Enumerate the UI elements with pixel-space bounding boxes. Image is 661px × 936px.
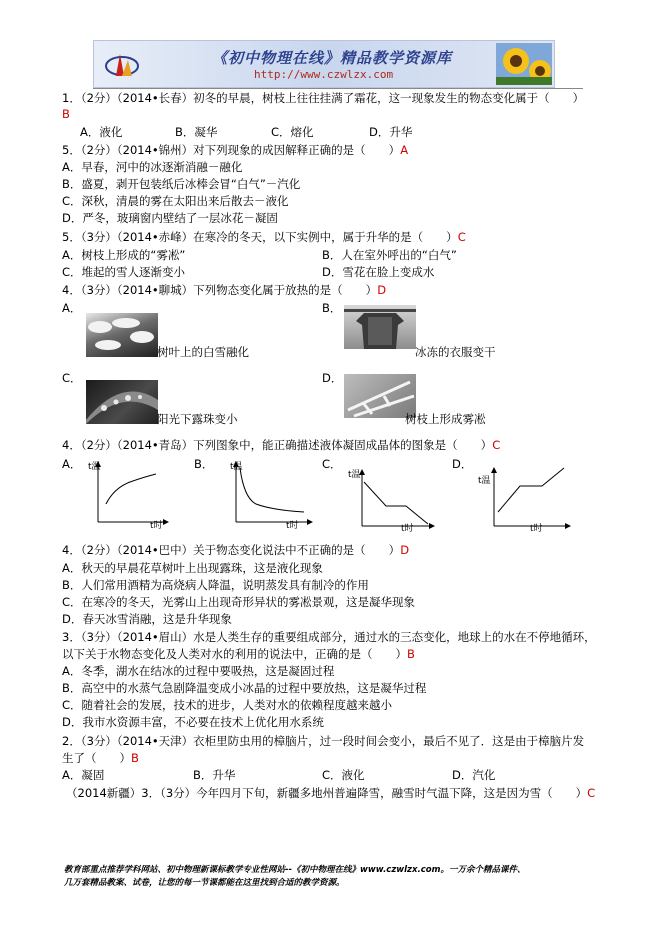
q1-option-c: C．熔化: [271, 125, 314, 139]
q1-stem: 1．（2分）（2014•长春）初冬的早晨，树枝上往往挂满了霜花，这一现象发生的物态变化属于（ ）: [62, 91, 585, 105]
q4-photo-frozen-clothes: [344, 305, 416, 349]
q5-b-axis-temp: t温: [230, 462, 243, 472]
q7-option-d: D．我市水资源丰富，不必要在技术上优化用水系统: [62, 715, 324, 729]
q7-answer: B: [407, 647, 415, 661]
q4-answer: D: [377, 283, 387, 297]
q5-d-axis-time: t时: [530, 524, 543, 534]
q7-option-a: A．冬季，湖水在结冰的过程中要吸热，这是凝固过程: [62, 664, 335, 678]
q6-stem: 4．（2分）（2014•巴中）关于物态变化说法中不正确的是（ ）D: [62, 543, 410, 557]
q2-option-c: C．深秋，清晨的雾在太阳出来后散去－液化: [62, 194, 289, 208]
q4-label-d: D．: [322, 371, 343, 385]
q5-label-d: D．: [452, 457, 473, 471]
banner-url[interactable]: http://www.czwlzx.com: [254, 68, 394, 81]
q3-option-b: B．人在室外呼出的“白气”: [322, 248, 457, 262]
q8-option-b: B．升华: [193, 768, 236, 782]
q5-b-axis-time: t时: [286, 521, 299, 531]
q5-stem: 4．（2分）（2014•青岛）下列图象中，能正确描述液体凝固成晶体的图象是（ ）C: [62, 438, 501, 452]
banner-title: 《初中物理在线》精品教学资源库: [212, 49, 453, 67]
q3-option-d: D．雪花在脸上变成水: [322, 265, 435, 279]
q5-label-a: A．: [62, 457, 82, 471]
q5-d-axis-temp: t温: [478, 476, 491, 486]
q8-stem-line2: 生了（ ）B: [62, 751, 139, 765]
q5-label-b: B．: [194, 457, 214, 471]
q7-stem-line2: 以下关于水物态变化及人类对水的利用的说法中，正确的是（ ）B: [62, 647, 415, 661]
q5-answer: C: [492, 438, 501, 452]
q3-stem: 5．（3分）（2014•赤峰）在寒冷的冬天，以下实例中，属于升华的是（ ）C: [62, 230, 466, 244]
q6-option-c: C．在寒冷的冬天，光雾山上出现奇形异状的雾凇景观，这是凝华现象: [62, 595, 416, 609]
q6-option-b: B．人们常用酒精为高烧病人降温，说明蒸发具有制冷的作用: [62, 578, 369, 592]
q4-photo-dew-drops: [86, 380, 158, 424]
q5-c-axis-time: t时: [401, 524, 414, 534]
header-divider: [93, 88, 583, 89]
footer-line-1: 教育部重点推荐学科网站、初中物理新课标教学专业性网站--《初中物理在线》www.czwlzx.com。一万余个精品课件、: [64, 865, 526, 875]
q5-graph-c: [352, 466, 438, 534]
q1-answer: B: [62, 107, 70, 121]
q4-caption-d: 树枝上形成雾凇: [405, 412, 486, 426]
q7-stem-line1: 3．（3分）（2014•眉山）水是人类生存的重要组成部分，通过水的三态变化，地球上的水在不停地循环，: [62, 630, 596, 644]
q4-caption-c: 阳光下露珠变小: [157, 412, 238, 426]
q2-option-a: A．早春，河中的冰逐渐消融－融化: [62, 160, 243, 174]
q2-option-d: D．严冬，玻璃窗内壁结了一层冰花－凝固: [62, 211, 278, 225]
q6-option-d: D．春天冰雪消融，这是升华现象: [62, 612, 232, 626]
q5-label-c: C．: [322, 457, 342, 471]
q7-option-c: C．随着社会的发展，技术的进步，人类对水的依赖程度越来越小: [62, 698, 393, 712]
q5-graph-d: [484, 464, 574, 534]
q6-answer: D: [400, 543, 410, 557]
header-banner: [93, 40, 555, 88]
q5-a-axis-time: t时: [150, 521, 163, 531]
q5-c-axis-temp: t温: [348, 470, 361, 480]
q2-stem: 5．（2分）（2014•锦州）对下列现象的成因解释正确的是（ ）A: [62, 143, 409, 157]
q8-option-c: C．液化: [322, 768, 365, 782]
q4-caption-b: 冰冻的衣服变干: [415, 345, 496, 359]
q7-option-b: B．高空中的水蒸气急剧降温变成小冰晶的过程中要放热，这是凝华过程: [62, 681, 427, 695]
q5-a-axis-temp: t温: [88, 462, 101, 472]
q8-stem-line1: 2．（3分）（2014•天津）衣柜里防虫用的樟脑片，过一段时间会变小，最后不见了．这是由于樟脑片发: [62, 734, 585, 748]
q3-option-c: C．堆起的雪人逐渐变小: [62, 265, 186, 279]
q4-photo-snow-leaves: [86, 313, 158, 357]
q8-answer: B: [131, 751, 139, 765]
q6-option-a: A．秋天的早晨花草树叶上出现露珠，这是液化现象: [62, 561, 323, 575]
site-logo-icon: [104, 46, 140, 82]
q8-option-a: A．凝固: [62, 768, 105, 782]
q2-option-b: B．盛夏，剥开包装纸后冰棒会冒“白气”－汽化: [62, 177, 301, 191]
q4-label-b: B．: [322, 301, 342, 315]
q3-option-a: A．树枝上形成的“雾凇”: [62, 248, 186, 262]
footer-line-2: 几万套精品教案、试卷，让您的每一节课都能在这里找到合适的教学资源。: [64, 878, 345, 888]
q4-stem: 4．（3分）（2014•聊城）下列物态变化属于放热的是（ ）D: [62, 283, 387, 297]
q9-stem: （2014新疆）3．（3分）今年四月下旬，新疆多地州普遍降雪，融雪时气温下降，这是因为雪（ ）C: [66, 786, 596, 800]
q1-option-a: A．液化: [80, 125, 123, 139]
q8-option-d: D．汽化: [452, 768, 496, 782]
q9-answer: C: [587, 786, 596, 800]
q4-label-a: A．: [62, 301, 82, 315]
q4-caption-a: 树叶上的白雪融化: [157, 345, 249, 359]
q4-label-c: C．: [62, 371, 82, 385]
q1-option-b: B．凝华: [175, 125, 218, 139]
q1-option-d: D．升华: [369, 125, 413, 139]
q2-answer: A: [400, 143, 409, 157]
sunflower-icon: [496, 43, 552, 85]
q3-answer: C: [457, 230, 466, 244]
